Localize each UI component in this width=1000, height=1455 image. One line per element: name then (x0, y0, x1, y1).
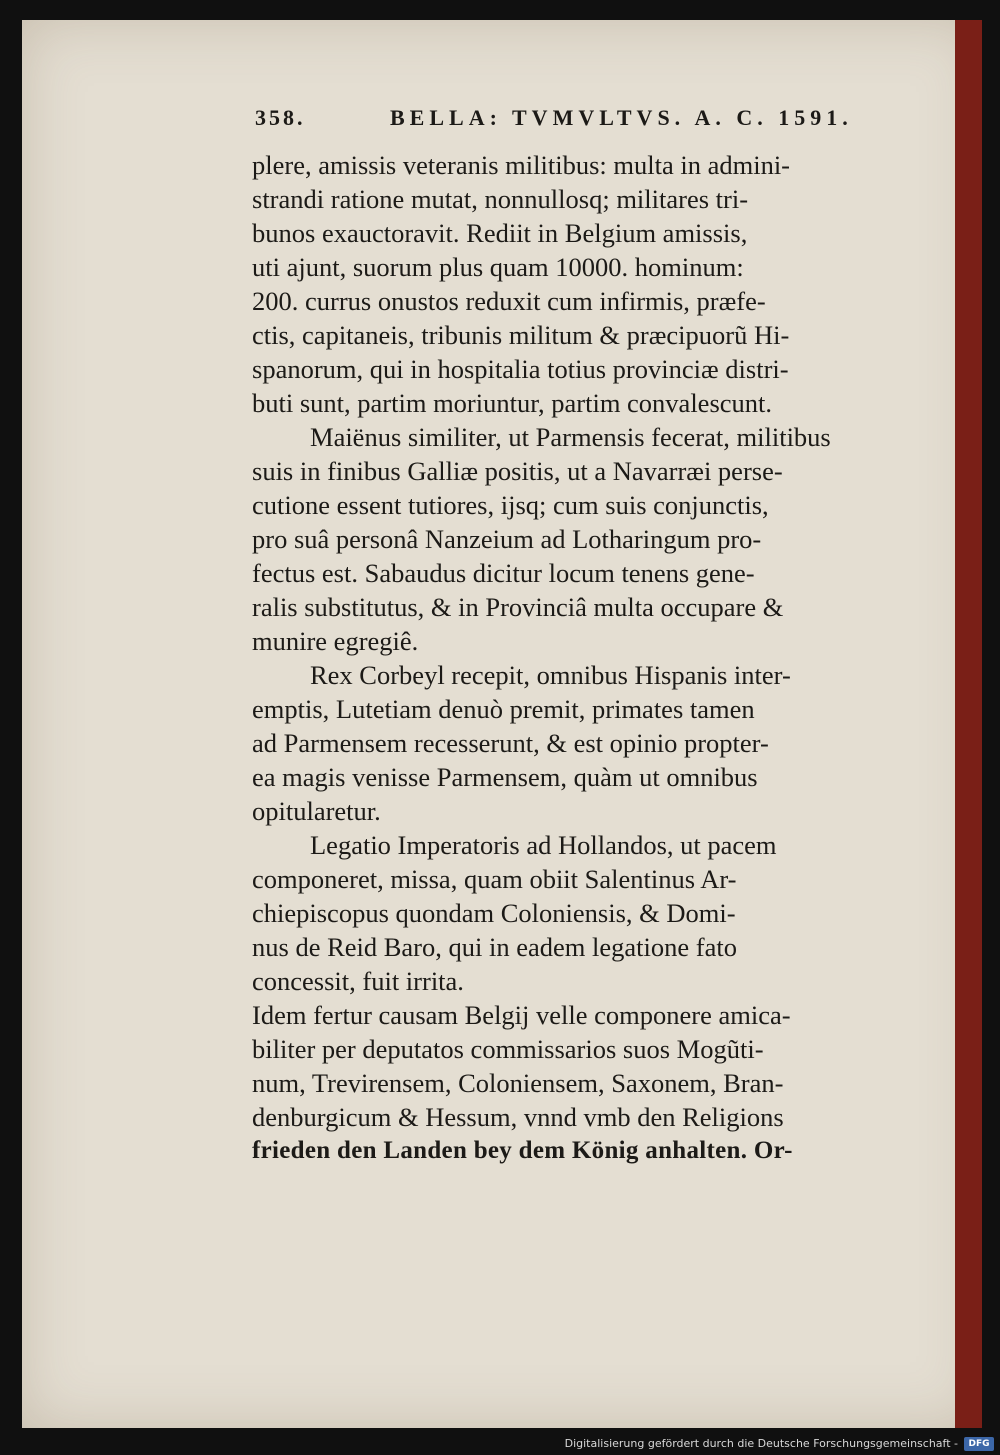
text-line: ctis, capitaneis, tribunis militum & præcipuorũ Hi- (252, 320, 790, 350)
text-line: pro suâ personâ Nanzeium ad Lotharingum pro- (252, 524, 762, 554)
text-line: munire egregiê. (252, 626, 419, 656)
text-line: num, Trevirensem, Coloniensem, Saxonem, Bran- (252, 1068, 784, 1098)
page-header (255, 105, 875, 141)
text-line: fectus est. Sabaudus dicitur locum tenens gene- (252, 558, 755, 588)
text-line: concessit, fuit irrita. (252, 966, 464, 996)
text-line: denburgicum & Hessum, vnnd vmb den Religions (252, 1102, 784, 1132)
body-text (252, 148, 962, 1248)
text-line: ad Parmensem recesserunt, & est opinio propter- (252, 728, 769, 758)
text-line: suis in finibus Galliæ positis, ut a Navarræi perse- (252, 456, 783, 486)
text-line: plere, amissis veteranis militibus: multa in admini- (252, 150, 791, 180)
text-line: spanorum, qui in hospitalia totius provinciæ distri- (252, 354, 789, 384)
footer-bar (0, 1435, 1000, 1455)
text-line: chiepiscopus quondam Coloniensis, & Domi- (252, 898, 736, 928)
text-line: Idem fertur causam Belgij velle componere amica- (252, 1000, 791, 1030)
page-number: 358. (255, 105, 306, 130)
funding-credit: Digitalisierung gefördert durch die Deutsche Forschungsgemeinschaft - (564, 1437, 958, 1450)
text-line: Legatio Imperatoris ad Hollandos, ut pacem (310, 830, 777, 860)
text-line: uti ajunt, suorum plus quam 10000. hominum: (252, 252, 744, 282)
text-line: biliter per deputatos commissarios suos Mogũti- (252, 1034, 764, 1064)
text-line: bunos exauctoravit. Rediit in Belgium amissis, (252, 218, 748, 248)
text-line: nus de Reid Baro, qui in eadem legatione fato (252, 932, 737, 962)
text-line: componeret, missa, quam obiit Salentinus Ar- (252, 864, 737, 894)
text-line: Maiënus similiter, ut Parmensis fecerat, militibus (310, 422, 831, 452)
text-line: cutione essent tutiores, ijsq; cum suis conjunctis, (252, 490, 769, 520)
text-line: buti sunt, partim moriuntur, partim convalescunt. (252, 388, 773, 418)
dfg-logo-icon: DFG (964, 1437, 994, 1451)
text-line: 200. currus onustos reduxit cum infirmis, præfe- (252, 286, 766, 316)
text-line: frieden den Landen bey dem König anhalten. Or- (252, 1137, 793, 1164)
text-line: ralis substitutus, & in Provinciâ multa occupare & (252, 592, 784, 622)
text-line: strandi ratione mutat, nonnullosq; militares tri- (252, 184, 749, 214)
text-line: ea magis venisse Parmensem, quàm ut omnibus (252, 762, 758, 792)
running-title: BELLA: TVMVLTVS. A. C. 1591. (390, 105, 853, 130)
text-line: opitularetur. (252, 796, 381, 826)
text-line: Rex Corbeyl recepit, omnibus Hispanis inter- (310, 660, 791, 690)
text-line: emptis, Lutetiam denuò premit, primates tamen (252, 694, 755, 724)
